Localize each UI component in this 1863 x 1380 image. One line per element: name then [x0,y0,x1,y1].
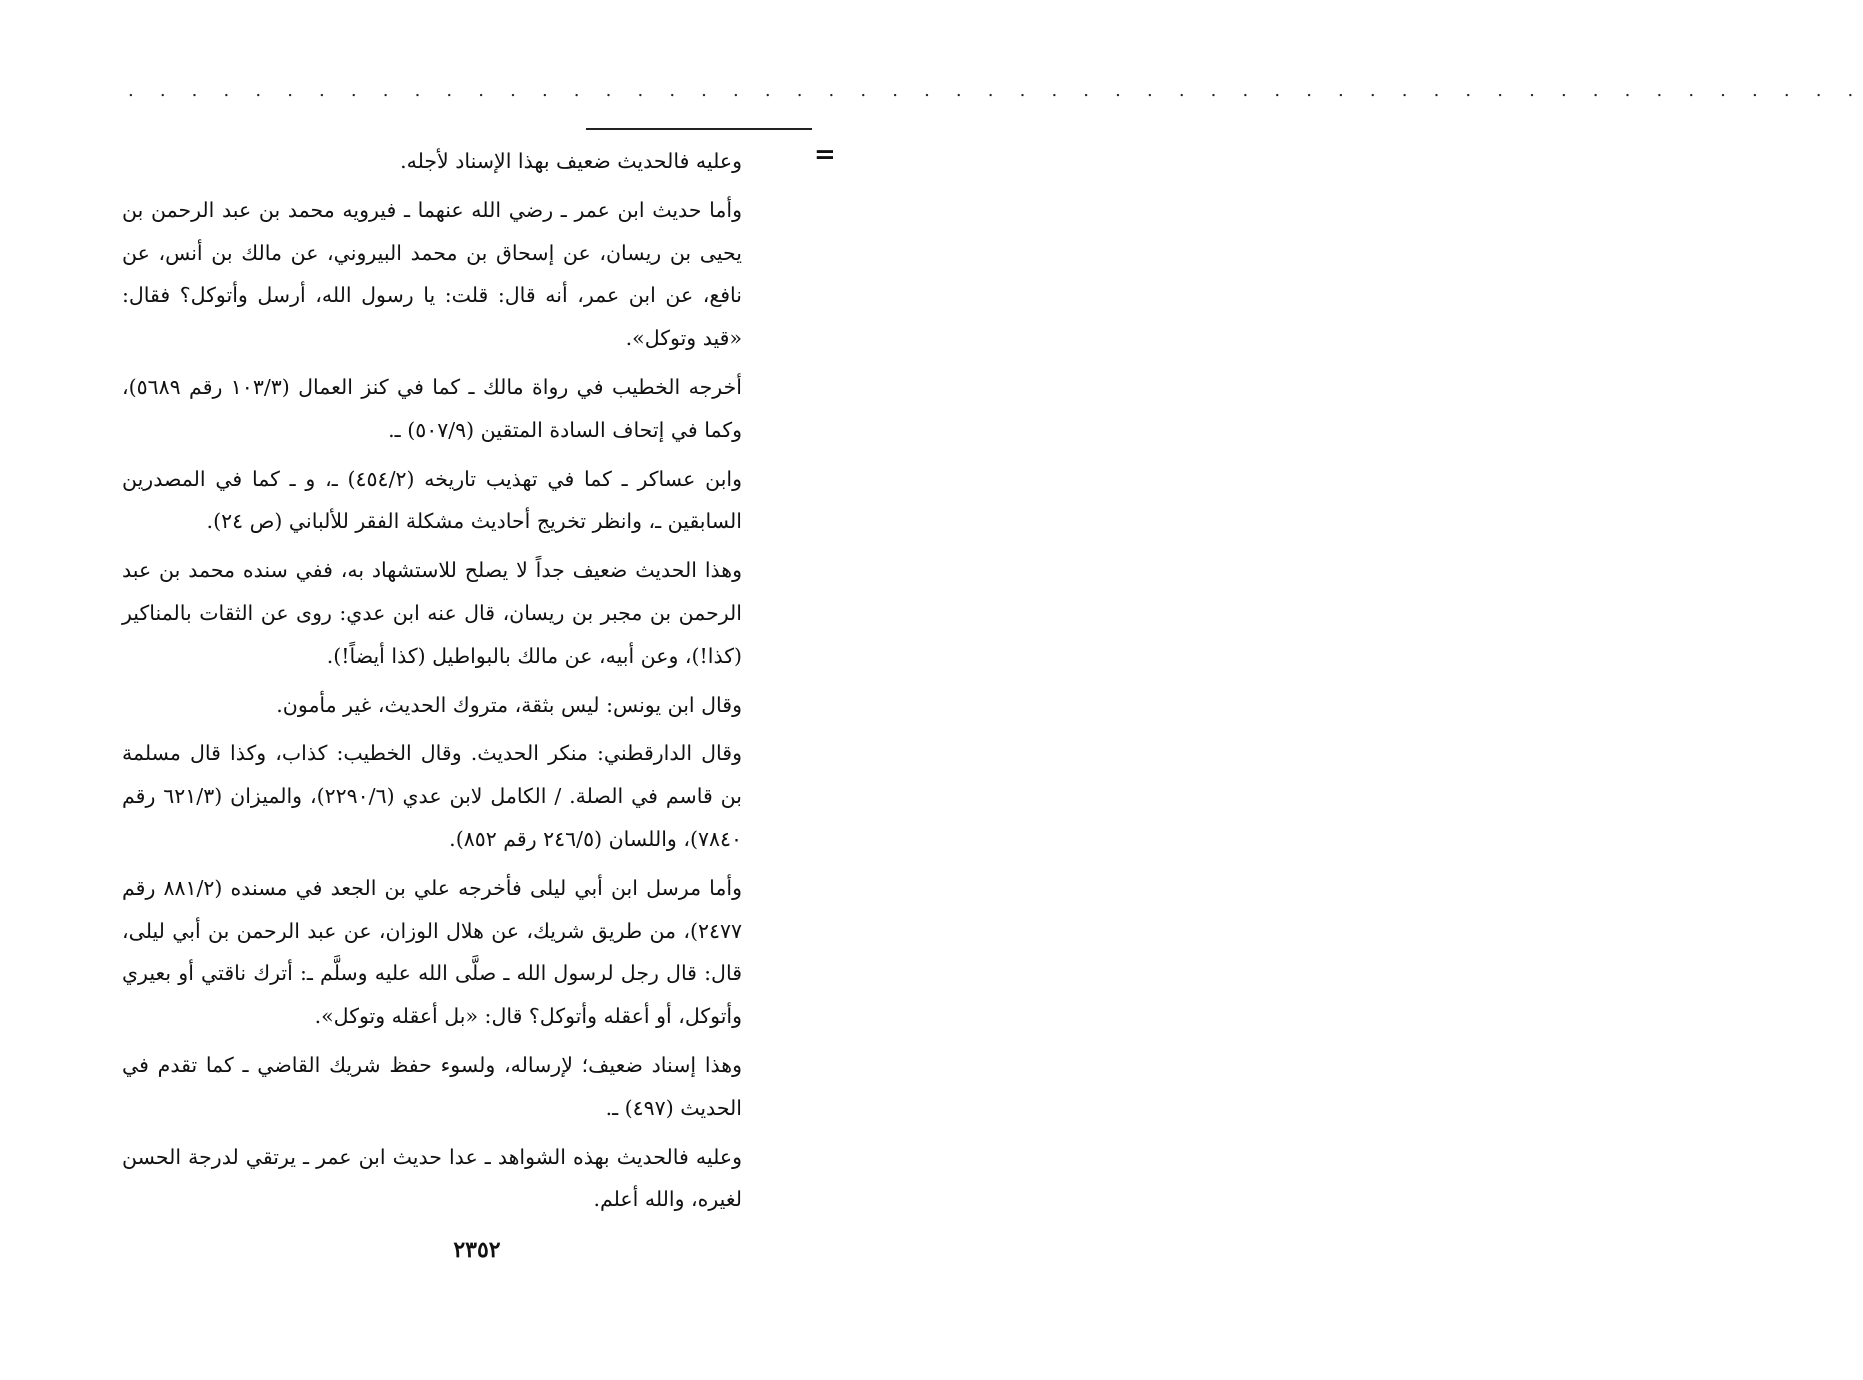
paragraph-2: وأما حديث ابن عمر ـ رضي الله عنهما ـ فيرويه محمد بن عبد الرحمن بن يحيى بن ريسان، عن إسحاق بن محمد البيروني، عن مالك بن أنس، عن نافع، عن ابن عمر، أنه قال: قلت: يا رسول الله، أرسل وأتوكل؟ فقال: «قيد وتوكل». [122,197,742,351]
paragraph-10: وعليه فالحديث بهذه الشواهد ـ عدا حديث ابن عمر ـ يرتقي لدرجة الحسن لغيره، والله أعلم. [122,1144,742,1212]
paragraph-1: وعليه فالحديث ضعيف بهذا الإسناد لأجله. [400,149,742,173]
footnote-dotted-separator: . . . . . . . . . . . . . . . . . . . . . . . . . . . . . . . . . . . . . . . . . . . . . . . . . . . . . . . [128,80,1863,101]
paragraph-9: وهذا إسناد ضعيف؛ لإرساله، ولسوء حفظ شريك القاضي ـ كما تقدم في الحديث (٤٩٧) ـ. [122,1052,742,1120]
paragraph-5: وهذا الحديث ضعيف جداً لا يصلح للاستشهاد به، ففي سنده محمد بن عبد الرحمن بن مجبر بن ريسان، قال عنه ابن عدي: روى عن الثقات بالمناكير (كذا!)، وعن أبيه، عن مالك بالبواطيل (كذا أيضاً!). [122,558,742,668]
footnote-body [122,140,742,1227]
paragraph-6: وقال ابن يونس: ليس بثقة، متروك الحديث، غير مأمون. [276,692,742,717]
paragraph-3: أخرجه الخطيب في رواة مالك ـ كما في كنز العمال (١٠٣/٣ رقم ٥٦٨٩)، وكما في إتحاف السادة المتقين (٥٠٧/٩) ـ. [122,374,742,442]
paragraph-7: وقال الدارقطني: منكر الحديث. وقال الخطيب: كذاب، وكذا قال مسلمة بن قاسم في الصلة. / الكامل لابن عدي (٢٢٩٠/٦)، والميزان (٦٢١/٣ رقم ٧٨٤٠)، واللسان (٢٤٦/٥ رقم ٨٥٢). [122,741,742,851]
paragraph-4: وابن عساكر ـ كما في تهذيب تاريخه (٤٥٤/٢) ـ، و ـ كما في المصدرين السابقين ـ، وانظر تخريج أحاديث مشكلة الفقر للألباني (ص ٢٤). [122,466,742,534]
paragraph-8: وأما مرسل ابن أبي ليلى فأخرجه علي بن الجعد في مسنده (٨٨١/٢ رقم ٢٤٧٧)، من طريق شريك، عن هلال الوزان، عن عبد الرحمن بن أبي ليلى، قال: قال رجل لرسول الله ـ صلَّى الله عليه وسلَّم ـ: أترك ناقتي أو بعيري وأتوكل، أو أعقله وأتوكل؟ قال: «بل أعقله وتوكل». [122,875,742,1029]
footnote-rule [586,128,812,130]
page-number: ٢٣٥٢ [453,1237,501,1263]
continuation-mark: = [814,140,836,170]
